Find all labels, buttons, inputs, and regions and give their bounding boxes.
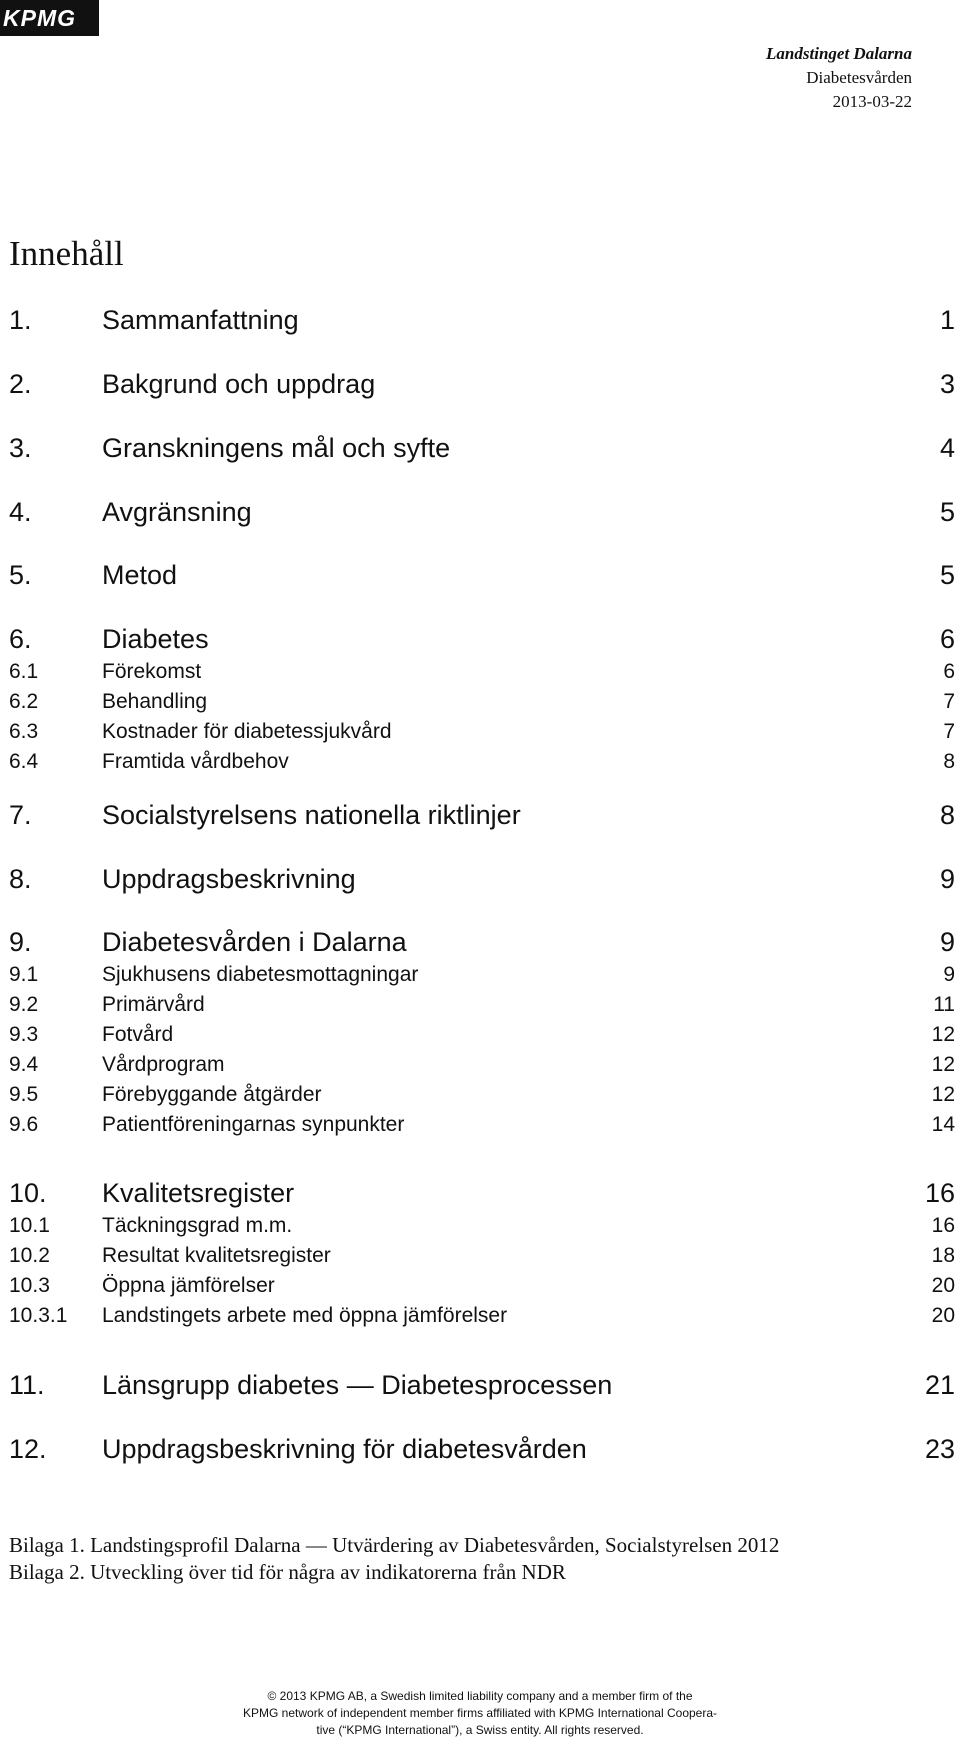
toc-entry-page: 8 [943, 750, 955, 773]
toc-entry-page: 20 [931, 1274, 955, 1297]
toc-entry-label: Täckningsgrad m.m. [102, 1214, 293, 1237]
toc-entry-number: 12. [9, 1434, 47, 1464]
toc-entry-number: 2. [9, 369, 32, 399]
toc-entry-label: Patientföreningarnas synpunkter [102, 1113, 405, 1136]
toc-entry-number: 9.5 [9, 1083, 39, 1106]
toc-entry-number: 9.2 [9, 993, 39, 1016]
toc-entry-number: 9.4 [9, 1053, 39, 1076]
toc-entry-number: 5. [9, 560, 32, 590]
toc-entry-number: 8. [9, 864, 32, 894]
toc-entry-page: 1 [939, 305, 955, 335]
toc-entry-page: 21 [924, 1370, 955, 1400]
toc-entry-label: Förebyggande åtgärder [102, 1083, 322, 1106]
header-subject: Diabetesvården [806, 68, 912, 87]
toc-entry-label: Kvalitetsregister [102, 1178, 295, 1208]
toc-entry-label: Behandling [102, 690, 208, 713]
toc-entry-page: 9 [943, 963, 955, 986]
toc-entry-number: 6. [9, 624, 32, 654]
toc-entry-label: Framtida vårdbehov [102, 750, 289, 773]
appendix-2: Bilaga 2. Utveckling över tid för några av indikatorerna från NDR [9, 1560, 566, 1584]
toc-entry-page: 6 [943, 660, 955, 683]
toc-entry-label: Socialstyrelsens nationella riktlinjer [102, 800, 521, 830]
toc-entry-page: 5 [939, 497, 955, 527]
toc-entry-number: 10.3.1 [9, 1304, 68, 1327]
toc-entry-page: 11 [933, 993, 955, 1016]
toc-entry-label: Fotvård [102, 1023, 174, 1046]
toc-entry-number: 6.1 [9, 660, 39, 683]
copyright-footer [0, 1688, 960, 1739]
toc-entry-label: Öppna jämförelser [102, 1274, 275, 1297]
toc-entry-page: 12 [931, 1053, 955, 1076]
toc-entry-label: Diabetesvården i Dalarna [102, 927, 407, 957]
footer-line-2: KPMG network of independent member firms affiliated with KPMG International Coopera- [243, 1706, 717, 1720]
toc-entry-label: Bakgrund och uppdrag [102, 369, 376, 399]
footer-line-3: tive (“KPMG International”), a Swiss entity. All rights reserved. [316, 1723, 644, 1737]
toc-entry-page: 9 [939, 927, 955, 957]
toc-entry-number: 9.6 [9, 1113, 39, 1136]
toc-entry-number: 7. [9, 800, 32, 830]
toc-entry-label: Avgränsning [102, 497, 252, 527]
toc-entry-number: 10. [9, 1178, 47, 1208]
toc-entry-label: Diabetes [102, 624, 209, 654]
appendix-1: Bilaga 1. Landstingsprofil Dalarna — Utvärdering av Diabetesvården, Socialstyrelsen 2012 [9, 1533, 780, 1557]
toc-entry-label: Metod [102, 560, 178, 590]
toc-entry-number: 10.2 [9, 1244, 50, 1267]
toc-entry-number: 6.3 [9, 720, 39, 743]
toc-entry-number: 9.3 [9, 1023, 39, 1046]
toc-entry-page: 7 [943, 690, 955, 713]
toc-entry-label: Sammanfattning [102, 305, 299, 335]
toc-entry-page: 4 [939, 433, 955, 463]
toc-entry-label: Landstingets arbete med öppna jämförelser [102, 1304, 508, 1327]
toc-title: Innehåll [9, 234, 124, 273]
toc-entry-number: 6.2 [9, 690, 39, 713]
toc-entry-page: 14 [931, 1113, 955, 1136]
toc-entry-label: Uppdragsbeskrivning för diabetesvården [102, 1434, 587, 1464]
toc-entry-page: 6 [939, 624, 955, 654]
toc-entry-page: 8 [939, 800, 955, 830]
toc-entry-label: Länsgrupp diabetes — Diabetesprocessen [102, 1370, 613, 1400]
toc-entry-page: 3 [939, 369, 955, 399]
kpmg-logo: KPMG [0, 0, 99, 36]
header-organization: Landstinget Dalarna [766, 44, 912, 63]
toc-entry-label: Kostnader för diabetessjukvård [102, 720, 392, 743]
toc-entry-page: 18 [931, 1244, 955, 1267]
toc-entry-number: 10.3 [9, 1274, 50, 1297]
toc-entry-number: 3. [9, 433, 32, 463]
toc-entry-page: 12 [931, 1083, 955, 1106]
toc-entry-label: Vårdprogram [102, 1053, 225, 1076]
toc-entry-page: 16 [931, 1214, 955, 1237]
toc-entry-number: 9. [9, 927, 32, 957]
toc-entry-page: 16 [924, 1178, 955, 1208]
toc-entry-page: 7 [943, 720, 955, 743]
toc-entry-page: 9 [939, 864, 955, 894]
toc-entry-number: 4. [9, 497, 32, 527]
document-header [766, 42, 912, 114]
toc-entry-page: 12 [931, 1023, 955, 1046]
toc-entry-number: 10.1 [9, 1214, 50, 1237]
toc-entry-label: Granskningens mål och syfte [102, 433, 451, 463]
toc-entry-number: 1. [9, 305, 32, 335]
toc-entry-page: 20 [931, 1304, 955, 1327]
toc-entry-label: Förekomst [102, 660, 202, 683]
footer-line-1: © 2013 KPMG AB, a Swedish limited liability company and a member firm of the [267, 1689, 693, 1703]
toc-entry-page: 5 [939, 560, 955, 590]
toc-entry-page: 23 [924, 1434, 955, 1464]
toc-entry-number: 11. [9, 1370, 45, 1400]
toc-entry-label: Uppdragsbeskrivning [102, 864, 356, 894]
toc-entry-label: Primärvård [102, 993, 205, 1016]
toc-entry-label: Resultat kvalitetsregister [102, 1244, 331, 1267]
toc-entry-number: 9.1 [9, 963, 39, 986]
toc-entry-number: 6.4 [9, 750, 39, 773]
toc-entry-label: Sjukhusens diabetesmottagningar [102, 963, 419, 986]
header-date: 2013-03-22 [832, 92, 912, 111]
